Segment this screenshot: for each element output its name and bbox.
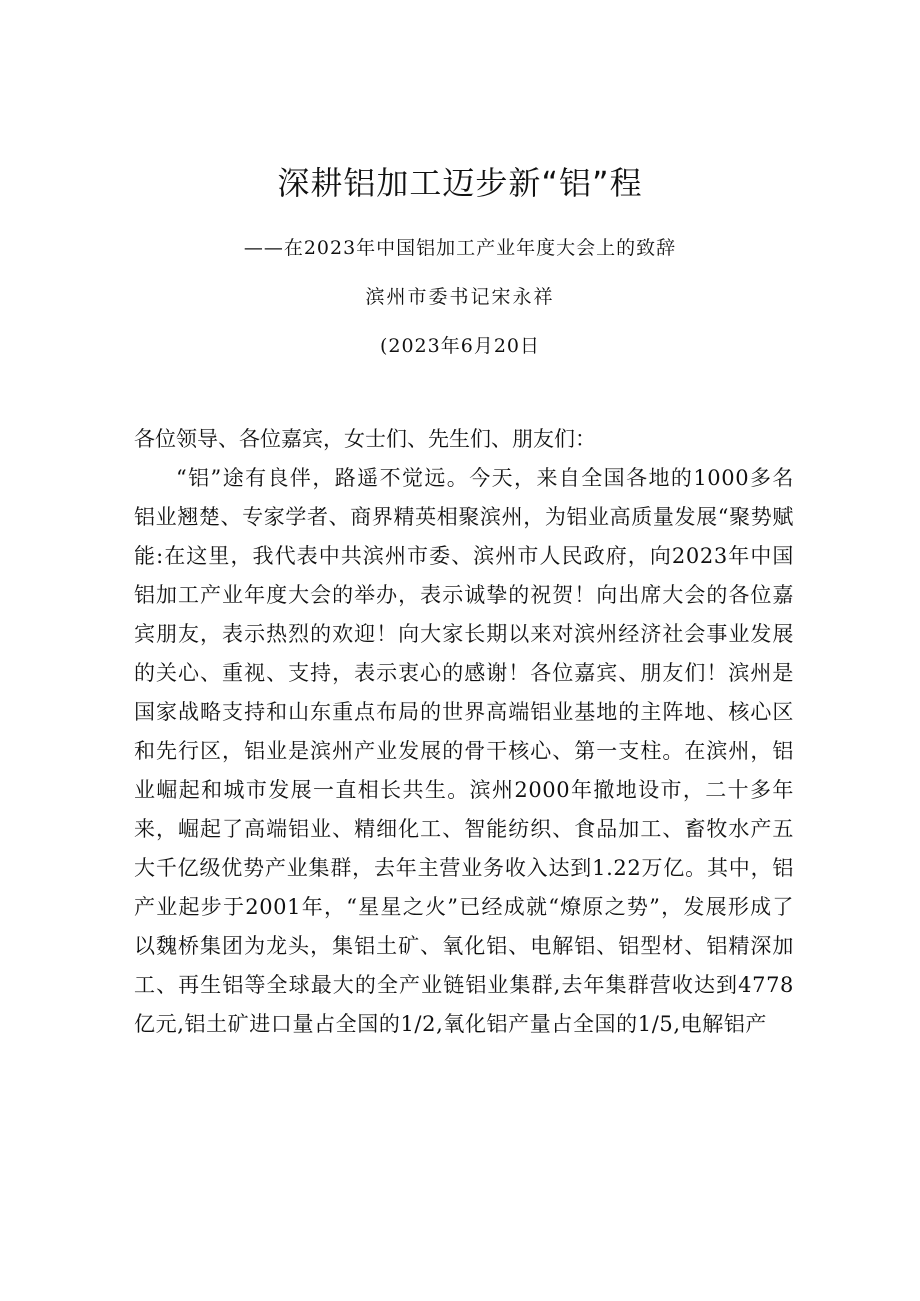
salutation: 各位领导、各位嘉宾，女士们、先生们、朋友们：	[134, 427, 596, 451]
document-subtitle: ——在2023年中国铝加工产业年度大会上的致辞	[243, 237, 677, 259]
document-body	[134, 420, 794, 1044]
document-author: 滨州市委书记宋永祥	[365, 286, 555, 308]
body-paragraph: “铝”途有良伴，路遥不觉远。今天，来自全国各地的1000多名铝业翘楚、专家学者、商界精英相聚滨州，为铝业高质量发展“聚势赋能:在这里，我代表中共滨州市委、滨州市人民政府，向2023年中国铝加工产业年度大会的举办，表示诚挚的祝贺！向出席大会的各位嘉宾朋友，表示热烈的欢迎！向大家长期以来对滨州经济社会事业发展的关心、重视、支持，表示衷心的感谢！各位嘉宾、朋友们！滨州是国家战略支持和山东重点布局的世界高端铝业基地的主阵地、核心区和先行区，铝业是滨州产业发展的骨干核心、第一支柱。在滨州，铝业崛起和城市发展一直相长共生。滨州2000年撤地设市，二十多年来，崛起了高端铝业、精细化工、智能纺织、食品加工、畜牧水产五大千亿级优势产业集群，去年主营业务收入达到1.22万亿。其中，铝产业起步于2001年，“星星之火”已经成就“燎原之势”，发展形成了以魏桥集团为龙头，集铝土矿、氧化铝、电解铝、铝型材、铝精深加工、再生铝等全球最大的全产业链铝业集群,去年集群营收达到4778亿元,铝土矿进口量占全国的1/2,氧化铝产量占全国的1/5,电解铝产	[134, 466, 794, 1036]
document-title: 深耕铝加工迈步新“铝”程	[277, 164, 643, 202]
document-date: (2023年6月20日	[379, 335, 541, 357]
